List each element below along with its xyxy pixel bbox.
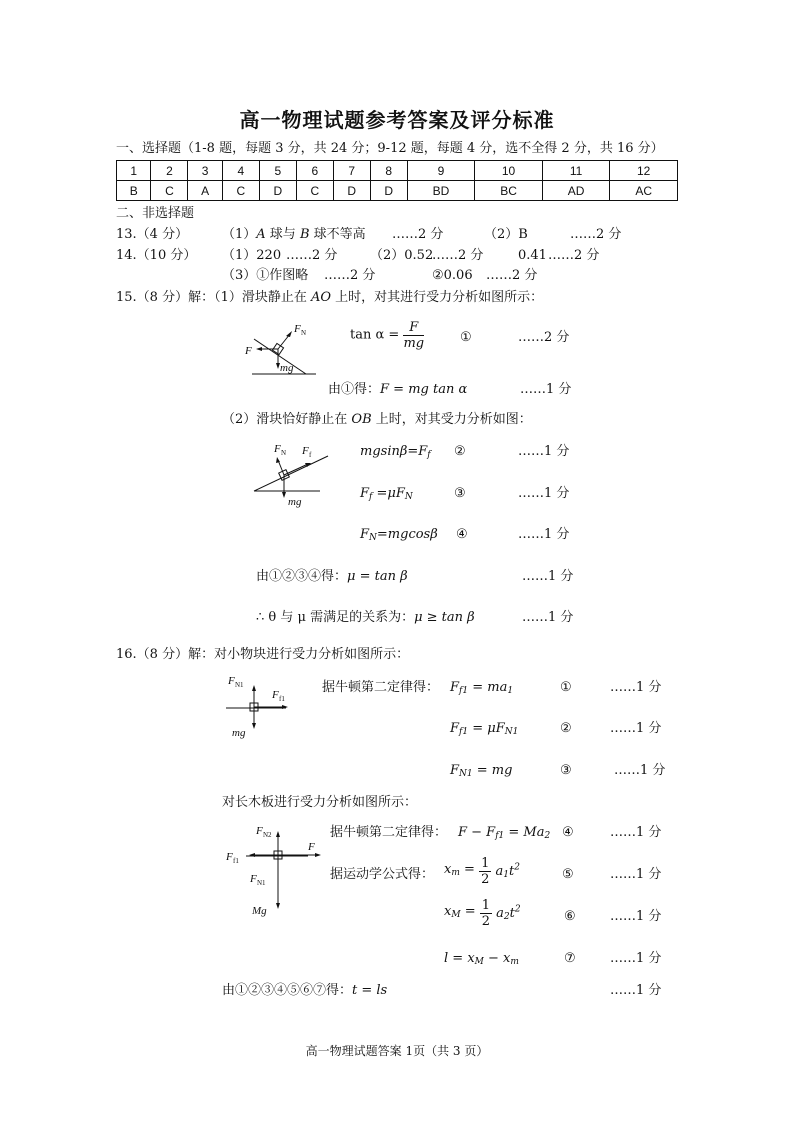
- q16-eq5-num: 1: [481, 856, 490, 871]
- q16-eq5-fraction: [479, 856, 491, 887]
- q16-eq4: [458, 825, 550, 844]
- q15-result2-prefix: 由①②③④得：: [256, 569, 348, 584]
- q15-part2-ob: OB: [351, 412, 372, 427]
- q16-eq7-b: − x: [483, 951, 511, 966]
- page-title: 高一物理试题参考答案及评分标准: [239, 108, 555, 132]
- label-friction-sub: f: [309, 451, 312, 459]
- q15-eq1: [350, 320, 424, 351]
- table-cell-answer: BD: [407, 181, 475, 201]
- label-normal-sub: N: [281, 449, 287, 457]
- q16-eq3-sub: N1: [459, 769, 473, 779]
- q14-score-2b: ……2 分: [548, 248, 600, 263]
- q16-eq6-lhs: [444, 904, 480, 919]
- label-friction-sub: f1: [279, 695, 285, 703]
- label-applied-force: F: [308, 841, 315, 853]
- q13-score-2: ……2 分: [570, 227, 622, 242]
- q13-answer-1-ball-a: A: [256, 227, 266, 242]
- label-normal-sub-1: N1: [257, 879, 266, 887]
- q16-final: [222, 983, 387, 999]
- table-cell-answer: B: [117, 181, 151, 201]
- label-friction: F: [226, 851, 233, 863]
- table-cell-number: 12: [610, 161, 678, 181]
- q15-result3-prefix: ∴ θ 与 μ 需满足的关系为：: [256, 610, 415, 625]
- q16-eq5-eq: =: [459, 862, 480, 877]
- q15-eq3-b: =μF: [372, 486, 405, 501]
- section2-heading: 二、非选择题: [116, 206, 195, 221]
- q15-eq4-mark: ④: [456, 527, 468, 542]
- q16-eq5-sub: m: [451, 868, 460, 878]
- table-cell-number: 4: [222, 161, 259, 181]
- q15-eq2-sub: f: [427, 450, 431, 460]
- label-normal-force-1: F: [250, 873, 257, 885]
- answer-table-answer-row: [117, 181, 678, 201]
- q16-eq2-a: F: [450, 721, 460, 736]
- q15-eq1-score: ……2 分: [518, 330, 570, 345]
- q15-eq3: [360, 486, 413, 505]
- q16-eq1: [450, 680, 513, 699]
- q16-eq7: [444, 951, 519, 970]
- table-cell-answer: C: [222, 181, 259, 201]
- q16-eq5-a: x: [444, 862, 452, 877]
- q16-eq4-sub2: 2: [544, 831, 551, 841]
- q15-eq1-lhs: tan α =: [350, 327, 400, 343]
- q16-eq4-a: F − F: [458, 825, 496, 840]
- label-normal-sub: N1: [235, 681, 244, 689]
- table-cell-number: 1: [117, 161, 151, 181]
- block-force-figure: [224, 672, 304, 740]
- table-cell-number: 11: [542, 161, 610, 181]
- q13-head: 13.（4 分）: [116, 227, 189, 242]
- table-cell-number: 6: [296, 161, 333, 181]
- label-normal-force: F: [294, 323, 301, 335]
- label-applied-force: F: [245, 345, 252, 357]
- q13-answer-2: （2）B: [484, 227, 528, 242]
- q15-head-tail: 上时，对其进行受力分析如图所示：: [331, 290, 544, 305]
- table-cell-answer: C: [151, 181, 188, 201]
- q15-result3: [256, 610, 475, 626]
- q16-eq2-score: ……1 分: [610, 721, 662, 736]
- q15-eq2-text: mgsinβ=F: [360, 444, 428, 459]
- table-cell-number: 3: [188, 161, 222, 181]
- q16-eq7-score: ……1 分: [610, 951, 662, 966]
- table-cell-number: 7: [333, 161, 370, 181]
- q16-eq2-mark: ②: [560, 721, 572, 736]
- q13-answer-1-prefix: （1）: [222, 227, 257, 242]
- q16-eq1-score: ……1 分: [610, 680, 662, 695]
- q16-eq6-sub2: 2: [503, 912, 510, 923]
- answer-table-number-row: [117, 161, 678, 181]
- q14-score-3b: ……2 分: [486, 268, 538, 283]
- table-cell-answer: D: [259, 181, 296, 201]
- q15-head-text: 15.（8 分）解：（1）滑块静止在: [116, 290, 311, 305]
- q16-eq5-score: ……1 分: [610, 867, 662, 882]
- q16-eq1-sub: f1: [459, 686, 469, 696]
- q15-eq3-sub2: N: [404, 492, 413, 502]
- label-friction: F: [302, 445, 309, 457]
- q15-part2: [222, 412, 532, 428]
- slider-on-ob-figure: [252, 438, 332, 510]
- q15-result1-prefix: 由①得：: [328, 382, 381, 397]
- q15-result3-score: ……1 分: [522, 610, 574, 625]
- q16-eq5-sub2: 1: [503, 870, 509, 881]
- q16-eq3-a: F: [450, 763, 460, 778]
- q13-score-1: ……2 分: [392, 227, 444, 242]
- q16-eq6-c: t: [509, 906, 515, 922]
- table-cell-answer: D: [333, 181, 370, 201]
- q15-head: [116, 290, 543, 306]
- label-normal-force-2: F: [256, 825, 263, 837]
- q16-law2: 据牛顿第二定律得：: [330, 825, 448, 840]
- section1-heading: 一、选择题（1-8 题，每题 3 分，共 24 分；9-12 题，每题 4 分，选不全得 2 分，共 16 分）: [116, 141, 664, 156]
- label-normal-force: F: [274, 443, 281, 455]
- q16-eq2-sub2: N1: [504, 727, 519, 737]
- q16-eq6-b: a: [496, 906, 504, 922]
- q16-eq5: [444, 856, 520, 887]
- q16-eq4-mark: ④: [562, 825, 574, 840]
- q15-result1-eq: F = mg tan α: [380, 382, 468, 397]
- q16-eq5-den: 2: [481, 872, 490, 887]
- q16-eq6-fraction: [480, 898, 492, 929]
- q15-head-ao: AO: [310, 290, 332, 305]
- q15-eq3-sub1: f: [369, 492, 373, 502]
- slider-on-ao-figure: [240, 318, 320, 380]
- q16-eq7-a: l = x: [444, 951, 475, 966]
- table-cell-number: 10: [475, 161, 543, 181]
- q15-eq3-mark: ③: [454, 486, 466, 501]
- table-cell-answer: D: [370, 181, 407, 201]
- q15-eq1-numerator: F: [403, 320, 424, 336]
- table-cell-number: 8: [370, 161, 407, 181]
- q16-eq6-mark: ⑥: [564, 909, 576, 924]
- q16-eq1-a: F: [450, 680, 460, 695]
- q15-eq1-fraction: [403, 320, 424, 351]
- table-cell-answer: AC: [610, 181, 678, 201]
- q14-score-2: ……2 分: [432, 248, 484, 263]
- q16-eq3: [450, 763, 512, 782]
- q16-final-prefix: 由①②③④⑤⑥⑦得：: [222, 983, 353, 998]
- q15-eq1-denominator: mg: [403, 336, 425, 351]
- q15-eq4-b: =mgcosβ: [376, 527, 438, 542]
- q16-eq1-b: = ma: [468, 680, 508, 695]
- table-cell-answer: C: [296, 181, 333, 201]
- q16-eq4-sub: f1: [495, 831, 505, 841]
- q16-eq6-num: 1: [481, 898, 491, 913]
- q16-eq6-rhs: [496, 906, 520, 921]
- q13-answer-1-ball-b: B: [299, 227, 310, 242]
- q16-eq1-sub2: 1: [507, 686, 514, 696]
- q16-eq6-sup: 2: [514, 904, 521, 915]
- q16-eq5-sup: 2: [514, 862, 520, 873]
- q15-eq3-a: F: [360, 486, 370, 501]
- q16-eq6: [444, 898, 521, 929]
- q15-eq4-sub: N: [369, 533, 377, 543]
- label-friction-sub: f1: [233, 857, 239, 865]
- q14-answer-3b: ②0.06: [432, 268, 473, 283]
- q15-result2-score: ……1 分: [522, 569, 574, 584]
- q15-eq4-score: ……1 分: [518, 527, 570, 542]
- q15-eq3-score: ……1 分: [518, 486, 570, 501]
- q16-eq6-a: x: [444, 904, 452, 919]
- q16-kin: 据运动学公式得：: [330, 867, 435, 882]
- q16-eq5-lhs: [444, 862, 479, 877]
- q16-eq5-mark: ⑤: [562, 867, 574, 882]
- label-normal-sub-2: N2: [263, 831, 272, 839]
- q13-answer-1: [222, 227, 366, 243]
- q14-head: 14.（10 分）: [116, 248, 197, 263]
- q15-result1: [328, 382, 467, 398]
- table-cell-answer: A: [188, 181, 222, 201]
- q16-eq4-score: ……1 分: [610, 825, 662, 840]
- q16-final-eq: t = ls: [352, 983, 388, 998]
- q14-score-1: ……2 分: [286, 248, 338, 263]
- q15-result1-score: ……1 分: [520, 382, 572, 397]
- q15-eq2-score: ……1 分: [518, 444, 570, 459]
- q15-result2: [256, 569, 408, 585]
- q16-eq6-eq: =: [460, 904, 480, 919]
- q13-answer-1-mid: 球与: [265, 227, 300, 242]
- q16-eq2-b: = μF: [468, 721, 505, 736]
- q16-eq7-sub: M: [474, 957, 484, 967]
- table-cell-number: 2: [151, 161, 188, 181]
- q16-eq3-mark: ③: [560, 763, 572, 778]
- label-gravity: mg: [288, 496, 302, 508]
- q15-result2-eq: μ = tan β: [347, 569, 408, 584]
- q16-eq5-c: t: [508, 864, 515, 880]
- q16-eq6-score: ……1 分: [610, 909, 662, 924]
- label-normal-force: F: [228, 675, 235, 687]
- page-footer: 高一物理试题答案 1页（共 3 页）: [305, 1044, 489, 1058]
- q14-score-3: ……2 分: [324, 268, 376, 283]
- q15-part2-text: （2）滑块恰好静止在: [222, 412, 352, 427]
- q16-eq3-b: = mg: [472, 763, 513, 778]
- q16-head: 16.（8 分）解：对小物块进行受力分析如图所示：: [116, 647, 410, 662]
- q15-eq1-mark: ①: [460, 330, 472, 345]
- table-cell-answer: BC: [475, 181, 543, 201]
- q16-eq7-sub2: m: [510, 957, 519, 967]
- q16-eq6-den: 2: [481, 914, 491, 929]
- table-cell-answer: AD: [542, 181, 610, 201]
- label-friction: F: [272, 689, 279, 701]
- q16-eq2: [450, 721, 518, 740]
- q14-answer-2: （2）0.52: [370, 248, 434, 263]
- q16-eq1-mark: ①: [560, 680, 572, 695]
- q16-eq7-mark: ⑦: [564, 951, 576, 966]
- q14-answer-2b: 0.41: [518, 248, 547, 263]
- q16-eq6-sub: M: [451, 910, 461, 920]
- q16-eq4-b: = Ma: [504, 825, 545, 840]
- q15-part2-tail: 上时，对其受力分析如图：: [371, 412, 532, 427]
- label-board-gravity: Mg: [252, 905, 267, 917]
- q16-final-score: ……1 分: [610, 983, 662, 998]
- board-force-figure: [226, 820, 326, 920]
- q15-eq2: [360, 444, 431, 463]
- q15-eq4: [360, 527, 438, 546]
- label-gravity: mg: [232, 727, 246, 739]
- q16-eq5-b: a: [495, 864, 504, 880]
- label-normal-sub: N: [301, 329, 307, 337]
- q16-board-heading: 对长木板进行受力分析如图所示：: [222, 795, 418, 810]
- q16-eq2-sub: f1: [459, 727, 469, 737]
- q14-answer-1: （1）220: [222, 248, 282, 263]
- answer-table: [116, 160, 678, 201]
- table-cell-number: 5: [259, 161, 296, 181]
- q16-eq5-rhs: [495, 864, 519, 879]
- q15-eq4-a: F: [360, 527, 370, 542]
- table-cell-number: 9: [407, 161, 475, 181]
- q16-eq3-score: ……1 分: [614, 763, 666, 778]
- q15-eq2-mark: ②: [454, 444, 466, 459]
- label-gravity: mg: [280, 362, 294, 374]
- q14-answer-3: （3）①作图略: [222, 268, 309, 283]
- q16-law: 据牛顿第二定律得：: [322, 680, 440, 695]
- q13-answer-1-tail: 球不等高: [309, 227, 366, 242]
- q15-result3-eq: μ ≥ tan β: [414, 610, 475, 625]
